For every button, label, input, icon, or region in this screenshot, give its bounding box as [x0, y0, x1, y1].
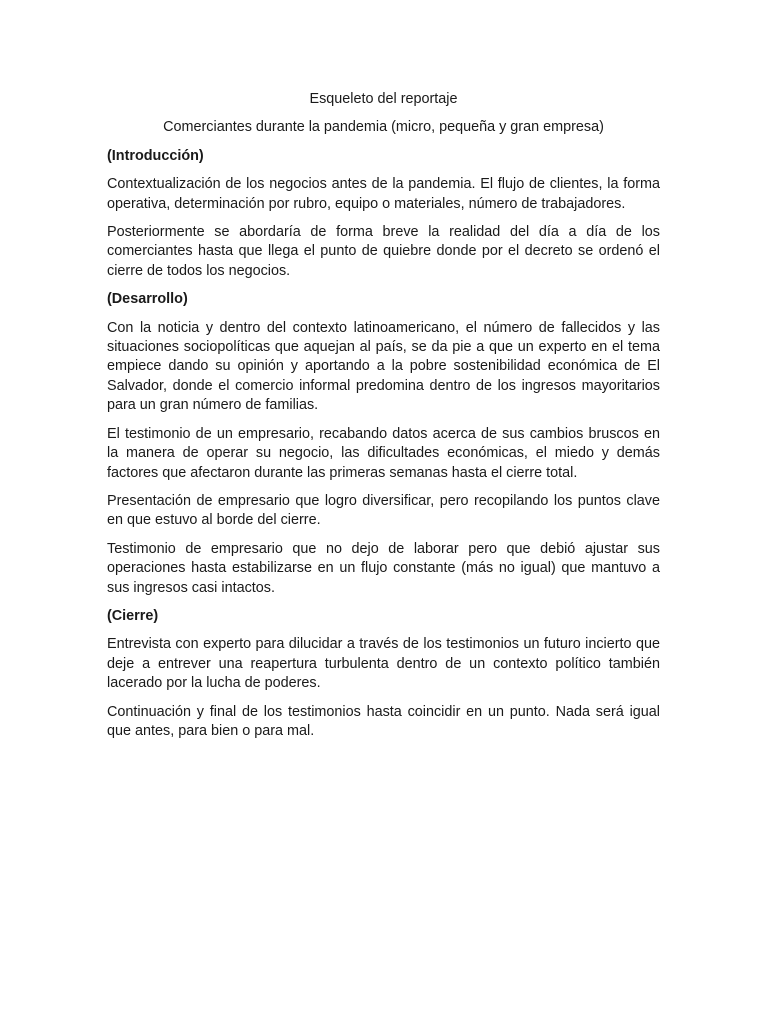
section-cierre [107, 607, 660, 741]
paragraph: Testimonio de empresario que no dejo de laborar pero que debió ajustar sus operaciones hasta estabilizarse en un flujo constante (más no igual) que mantuvo a sus ingresos casi intactos. [107, 540, 660, 596]
paragraph: Con la noticia y dentro del contexto latinoamericano, el número de fallecidos y las situaciones sociopolíticas que aquejan al país, se da pie a que un experto en el tema empiece dando su opinión y aportando a la pobre sostenibilidad económica de El Salvador, donde el comercio informal predomina dentro de los ingresos mayoritarios para un gran número de familias. [107, 319, 660, 414]
paragraph: Presentación de empresario que logro diversificar, pero recopilando los puntos clave en que estuvo al borde del cierre. [107, 492, 660, 529]
paragraph: Entrevista con experto para dilucidar a través de los testimonios un futuro incierto que deje a entrever una reapertura turbulenta dentro de un contexto político también lacerado por la lucha de poderes. [107, 636, 660, 692]
section-heading: (Introducción) [107, 147, 204, 164]
section-desarrollo [107, 290, 660, 598]
paragraph: El testimonio de un empresario, recabando datos acerca de sus cambios bruscos en la manera de operar su negocio, las dificultades económicas, el miedo y demás factores que afectaron durante las primeras semanas hasta el cierre total. [107, 425, 660, 481]
document-page [107, 90, 660, 750]
document-title: Esqueleto del reportaje [309, 91, 458, 107]
document-subtitle: Comerciantes durante la pandemia (micro, pequeña y gran empresa) [163, 119, 604, 136]
paragraph: Continuación y final de los testimonios hasta coincidir en un punto. Nada será igual que antes, para bien o para mal. [107, 703, 660, 739]
section-introduccion [107, 147, 660, 281]
paragraph: Posteriormente se abordaría de forma breve la realidad del día a día de los comerciantes hasta que llega el punto de quiebre donde por el decreto se ordenó el cierre de todos los negocios. [107, 224, 660, 279]
section-heading: (Desarrollo) [107, 291, 188, 308]
section-heading: (Cierre) [107, 607, 159, 624]
paragraph: Contextualización de los negocios antes de la pandemia. El flujo de clientes, la forma operativa, determinación por rubro, equipo o materiales, número de trabajadores. [107, 176, 660, 212]
